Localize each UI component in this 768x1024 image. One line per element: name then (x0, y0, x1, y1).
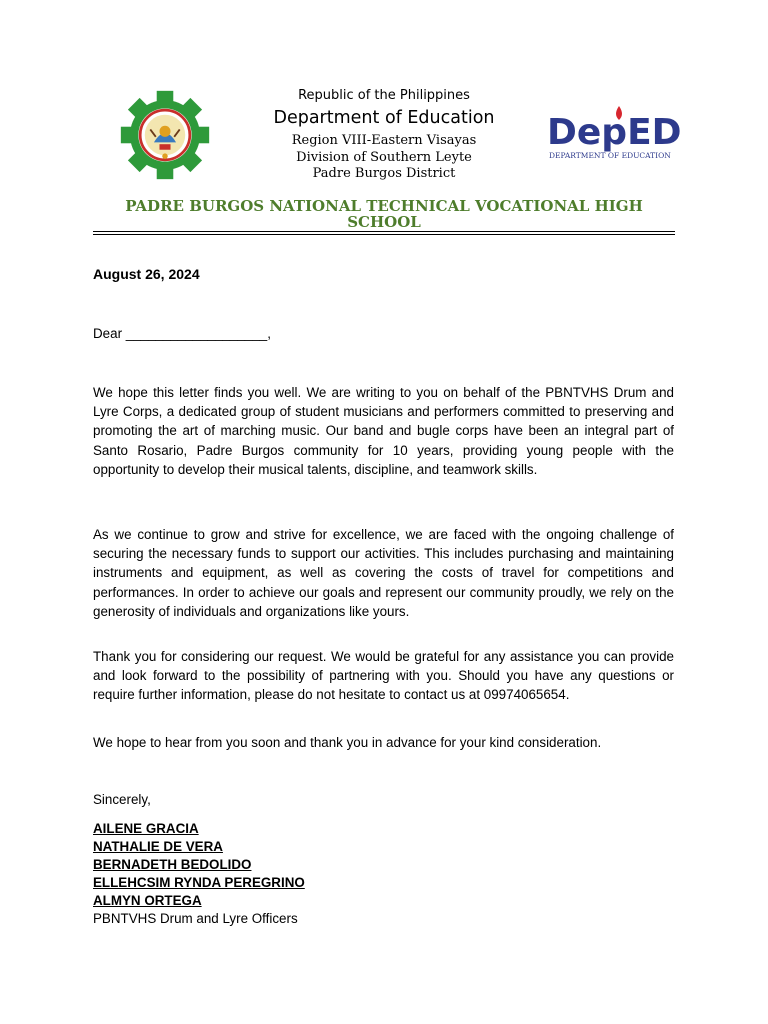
paragraph-closing-note: We hope to hear from you soon and thank you in advance for your kind consideration. (93, 735, 602, 750)
department-name: Department of Education (273, 108, 495, 128)
signer-name: BERNADETH BEDOLIDO (93, 857, 252, 872)
republic-line: Republic of the Philippines (298, 88, 470, 103)
signer-name: ELLEHCSIM RYNDA PEREGRINO (93, 875, 305, 890)
header-rule-thick (93, 231, 675, 232)
deped-logo (545, 102, 693, 164)
closing: Sincerely, (93, 792, 151, 807)
signer-name: NATHALIE DE VERA (93, 839, 223, 854)
greeting: Dear ___________________, (93, 326, 271, 341)
signer-name: ALMYN ORTEGA (93, 893, 202, 908)
signer-name: AILENE GRACIA (93, 821, 199, 836)
paragraph-need: As we continue to grow and strive for excellence, we are faced with the ongoing challenge of securing the necessary funds to support our activities. This includes purchasing and maintaining instruments and equipment, as well as covering the costs of travel for competitions and performances. In order to achieve our goals and represent our community proudly, we rely on the generosity of individuals and organizations like yours. (93, 527, 674, 619)
signature-block (93, 820, 305, 928)
header-rule-thin (93, 234, 675, 235)
school-seal-logo (119, 89, 211, 181)
district-line: Padre Burgos District (312, 166, 456, 181)
paragraph-thanks: Thank you for considering our request. We would be grateful for any assistance you can provide and look forward to the possibility of partnering with you. Should you have any questions or require further information, please do not hesitate to contact us at 09974065654. (93, 649, 674, 703)
deped-logo-text: DepED (547, 112, 682, 153)
paragraph-intro: We hope this letter finds you well. We are writing to you on behalf of the PBNTVHS Drum and Lyre Corps, a dedicated group of student musicians and performers committed to preserving and promoting the art of marching music. Our band and bugle corps have been an integral part of Santo Rosario, Padre Burgos community for 10 years, providing young people with the opportunity to develop their musical talents, discipline, and teamwork skills. (93, 385, 674, 477)
letter-date: August 26, 2024 (93, 266, 200, 282)
region-line: Region VIII-Eastern Visayas (291, 133, 477, 148)
signers-title: PBNTVHS Drum and Lyre Officers (93, 911, 298, 926)
school-name: PADRE BURGOS NATIONAL TECHNICAL VOCATIONAL HIGH SCHOOL (125, 197, 643, 231)
division-line: Division of Southern Leyte (296, 150, 472, 165)
deped-logo-subtext: DEPARTMENT OF EDUCATION (549, 151, 671, 160)
